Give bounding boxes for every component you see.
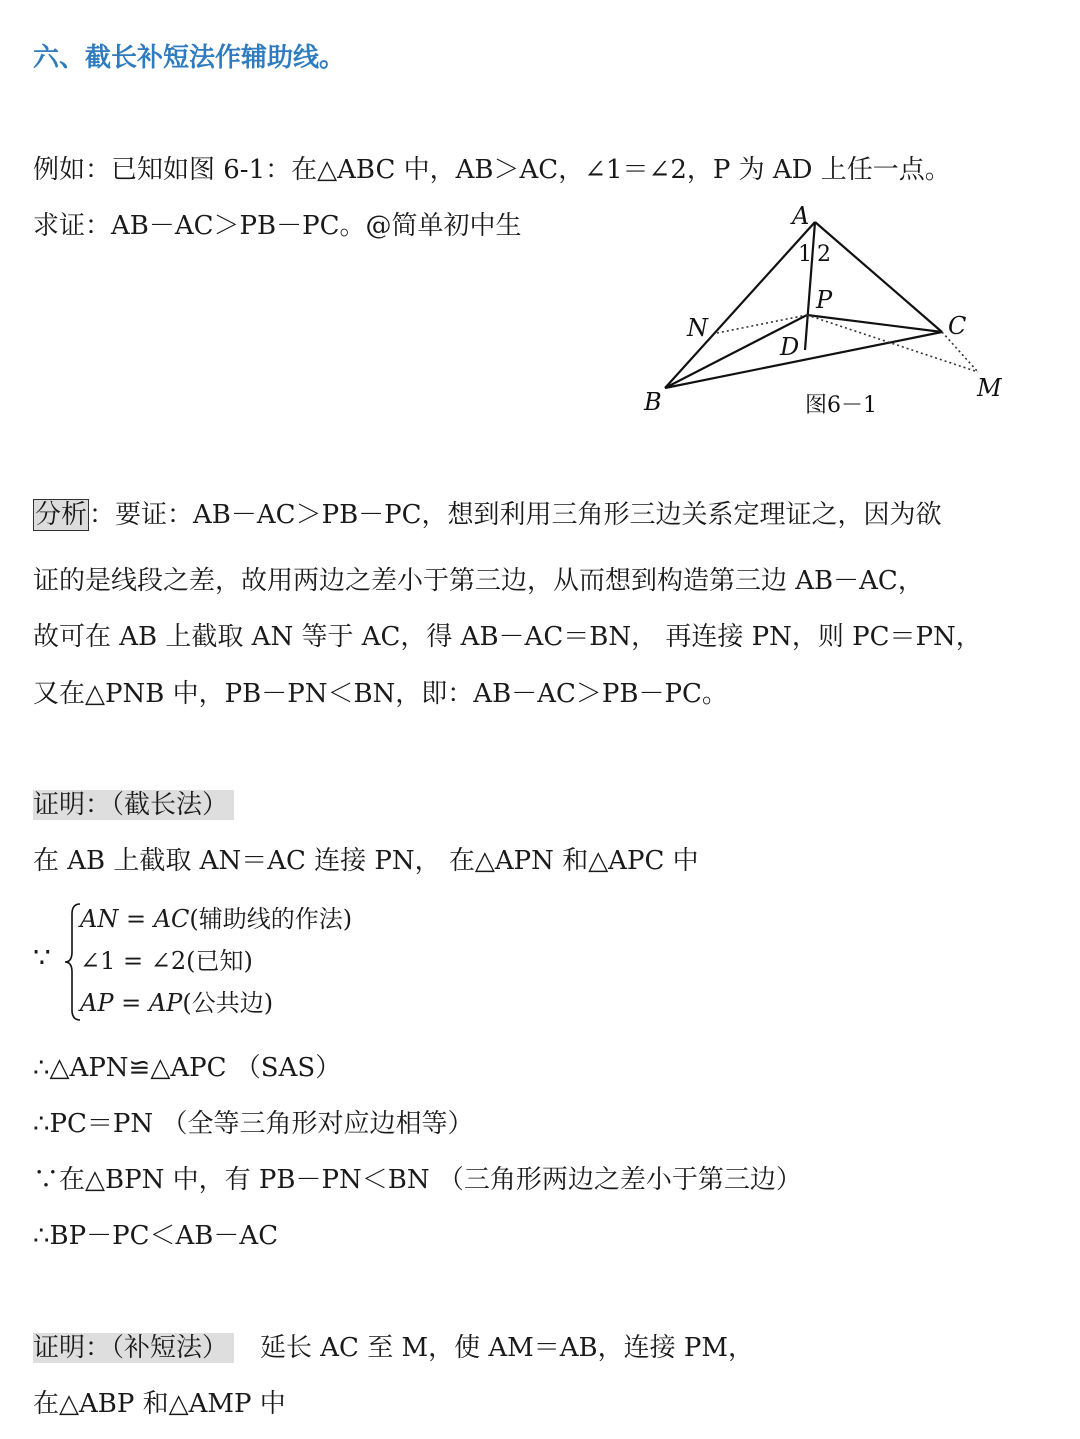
label-d: D bbox=[780, 333, 800, 361]
label-n: N bbox=[687, 314, 708, 342]
proof1-step-4: ∴BP－PC＜AB－AC bbox=[33, 1221, 279, 1251]
label-angle-1: 1 bbox=[798, 242, 812, 267]
section-heading: 六、截长补短法作辅助线。 bbox=[33, 43, 346, 73]
case-3-expr: AP = AP bbox=[80, 989, 183, 1017]
proof1-step-3: ∵在△BPN 中，有 PB－PN＜BN （三角形两边之差小于第三边） bbox=[33, 1165, 802, 1195]
proof1-line-1: 在 AB 上截取 AN＝AC 连接 PN， 在△APN 和△APC 中 bbox=[33, 846, 699, 876]
proof2-line-2: 在△ABP 和△AMP 中 bbox=[33, 1389, 286, 1419]
analysis-text-1: ：要证：AB－AC＞PB－PC，想到利用三角形三边关系定理证之，因为欲 bbox=[89, 500, 942, 530]
label-angle-2: 2 bbox=[817, 242, 831, 267]
case-1-expr: AN = AC bbox=[80, 905, 190, 933]
case-3-note: (公共边) bbox=[182, 989, 274, 1017]
analysis-label: 分析 bbox=[35, 500, 88, 530]
case-1-note: (辅助线的作法) bbox=[189, 905, 353, 933]
case-1 bbox=[80, 904, 352, 934]
analysis-line-1 bbox=[33, 497, 942, 533]
figure-caption: 图6－1 bbox=[805, 393, 877, 418]
case-3 bbox=[80, 988, 273, 1018]
proof1-step-2: ∴PC＝PN （全等三角形对应边相等） bbox=[33, 1109, 474, 1139]
case-2-expr: ∠1 = ∠2 bbox=[80, 947, 187, 975]
problem-to-prove: 求证：AB－AC＞PB－PC。@简单初中生 bbox=[33, 211, 522, 241]
proof1-title-row bbox=[33, 787, 234, 823]
problem-statement: 例如：已知如图 6-1：在△ABC 中，AB＞AC，∠1＝∠2，P 为 AD 上任一点。 bbox=[33, 155, 951, 185]
label-a: A bbox=[792, 202, 810, 230]
proof1-because-symbol: ∵ bbox=[33, 941, 51, 974]
proof1-step-1: ∴△APN≌△APC （SAS） bbox=[33, 1053, 342, 1083]
label-c: C bbox=[948, 312, 967, 340]
analysis-line-2: 证的是线段之差，故用两边之差小于第三边，从而想到构造第三边 AB－AC， bbox=[33, 566, 924, 596]
label-p: P bbox=[816, 286, 833, 314]
proof1-title: 证明：（截长法） bbox=[33, 790, 234, 820]
proof2-line-1 bbox=[33, 1330, 754, 1366]
analysis-line-3: 故可在 AB 上截取 AN 等于 AC，得 AB－AC＝BN， 再连接 PN，则 PC＝PN， bbox=[33, 622, 982, 652]
analysis-line-4: 又在△PNB 中，PB－PN＜BN，即：AB－AC＞PB－PC。 bbox=[33, 679, 728, 709]
segment-ac bbox=[815, 222, 942, 332]
segment-pc bbox=[807, 315, 942, 332]
label-m: M bbox=[977, 374, 1002, 402]
label-b: B bbox=[644, 388, 662, 416]
proof2-title: 证明：（补短法） bbox=[33, 1333, 234, 1363]
proof2-text-1: 延长 AC 至 M，使 AM＝AB，连接 PM， bbox=[260, 1333, 755, 1363]
segment-pn bbox=[717, 315, 807, 333]
case-2-note: (已知) bbox=[186, 947, 253, 975]
case-2 bbox=[80, 946, 253, 976]
figure-6-1 bbox=[630, 200, 1050, 430]
